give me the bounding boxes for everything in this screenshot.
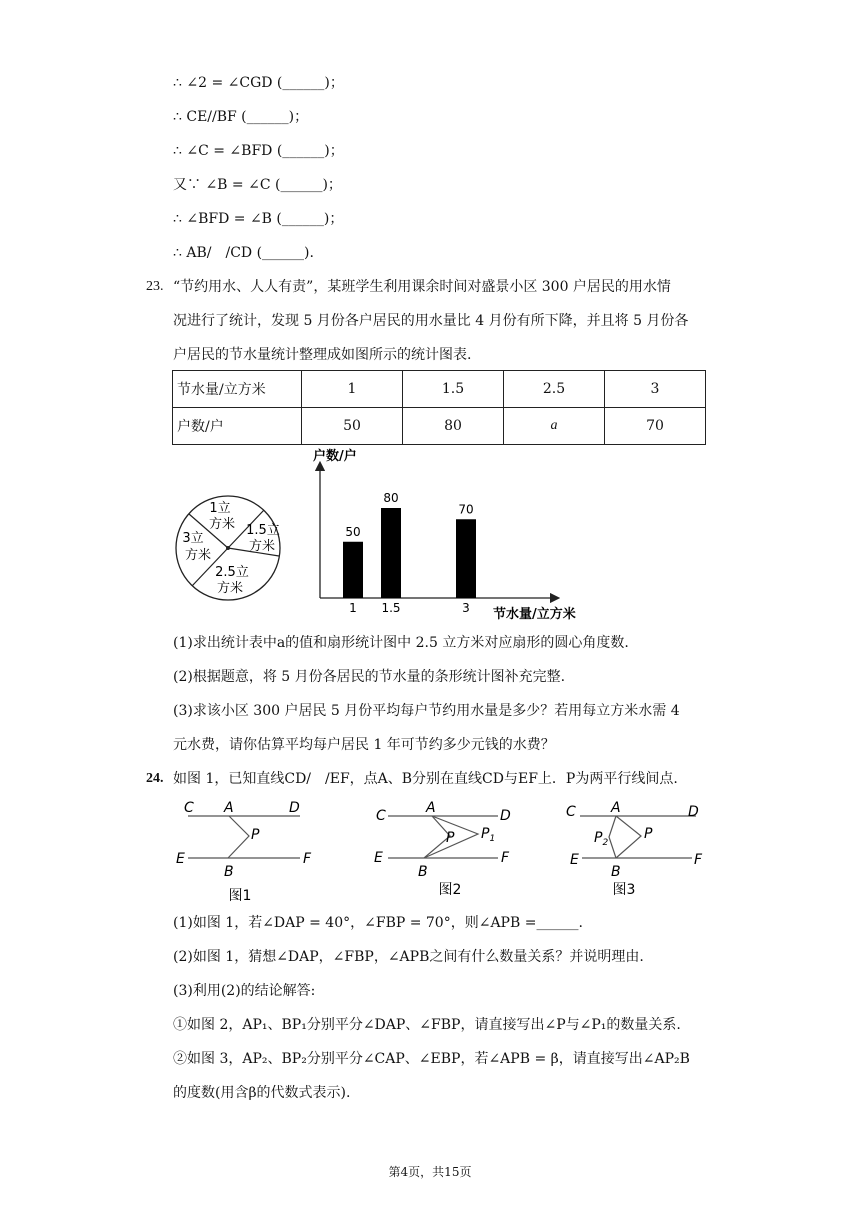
proof-line-5: ∴ ∠BFD = ∠B (______)；: [173, 211, 344, 227]
table-cell: 80: [403, 408, 504, 445]
question-23-text-3: 户居民的节水量统计整理成如图所示的统计图表.: [173, 347, 472, 363]
proof-line-2: ∴ CE//BF (______)；: [173, 109, 309, 125]
question-24-sub-6: 的度数(用含β的代数式表示).: [173, 1085, 351, 1101]
water-saving-table: [172, 370, 706, 445]
proof-line-3: ∴ ∠C = ∠BFD (______)；: [173, 143, 344, 159]
pie-label-1: 1立: [209, 501, 231, 516]
pie-label-3: 3立: [182, 531, 204, 546]
pie-label-3: 方米: [184, 548, 212, 563]
x-tick-label: 1: [349, 601, 357, 615]
question-23-sub-1: (1)求出统计表中a的值和扇形统计图中 2.5 立方米对应扇形的圆心角度数.: [173, 635, 629, 651]
bar-data-label: 70: [458, 502, 474, 517]
table-row: [173, 408, 706, 445]
question-23-sub-3: (3)求该小区 300 户居民 5 月份平均每户节约用水量是多少？若用每立方米水需 4: [173, 703, 680, 719]
question-24-sub-2: (2)如图 1，猜想∠DAP，∠FBP，∠APB之间有什么数量关系？并说明理由.: [173, 949, 644, 965]
label-b: B: [224, 864, 234, 880]
segment-apb: [228, 816, 249, 858]
bar-chart: [305, 444, 605, 622]
proof-line-4: 又∵ ∠B = ∠C (______)；: [173, 177, 342, 193]
label-d: D: [688, 804, 699, 820]
table-header-households: 户数/户: [173, 408, 302, 445]
label-c: C: [566, 804, 576, 820]
label-p: P: [251, 827, 260, 843]
label-d: D: [289, 800, 300, 816]
label-c: C: [184, 800, 194, 816]
segment-ap2b: [609, 816, 616, 858]
question-23-sub-4: 元水费，请你估算平均每户居民 1 年可节约多少元钱的水费？: [173, 737, 555, 753]
page-footer: 第4页，共15页: [388, 1165, 472, 1179]
figure-1-caption: 图1: [228, 888, 252, 904]
label-c: C: [376, 808, 386, 824]
pie-label-1-5: 1.5立: [246, 523, 280, 538]
question-24-sub-5: ②如图 3，AP₂、BP₂分别平分∠CAP、∠EBP，若∠APB = β，请直接写出∠AP₂B: [173, 1051, 690, 1067]
question-24-text: 如图 1，已知直线CD/ /EF，点A、B分别在直线CD与EF上．P为两平行线间点.: [173, 771, 678, 787]
y-axis-label: 户数/户: [313, 449, 357, 464]
pie-chart: [170, 488, 290, 608]
proof-line-1: ∴ ∠2 = ∠CGD (______)；: [173, 75, 344, 91]
x-axis-label: 节水量/立方米: [493, 607, 576, 622]
label-a: A: [224, 800, 234, 816]
segment-apb: [616, 816, 641, 858]
table-cell: 50: [302, 408, 403, 445]
question-23-sub-2: (2)根据题意，将 5 月份各居民的节水量的条形统计图补充完整.: [173, 669, 566, 685]
label-e: E: [374, 850, 383, 866]
figure-1: [172, 796, 322, 906]
figure-2: [370, 796, 520, 906]
label-d: D: [500, 808, 511, 824]
bar-1: [343, 542, 363, 598]
label-b: B: [418, 864, 428, 880]
table-cell: 70: [605, 408, 706, 445]
question-24-sub-4: ①如图 2，AP₁、BP₁分别平分∠DAP、∠FBP，请直接写出∠P与∠P₁的数量关系.: [173, 1017, 681, 1033]
label-p2: $P_2$: [594, 830, 609, 848]
bar-3: [456, 519, 476, 598]
table-cell: 1: [302, 371, 403, 408]
label-a: A: [426, 800, 436, 816]
label-a: A: [611, 800, 621, 816]
label-f: F: [694, 852, 703, 868]
pie-center: [226, 546, 230, 550]
figure-2-caption: 图2: [438, 882, 462, 898]
table-row: [173, 371, 706, 408]
label-f: F: [501, 850, 510, 866]
pie-label-1-5: 方米: [248, 539, 276, 554]
question-23-number: 23.: [146, 279, 164, 294]
question-23-text-2: 况进行了统计，发现 5 月份各户居民的用水量比 4 月份有所下降，并且将 5 月份各: [173, 313, 689, 329]
label-p: P: [446, 830, 455, 846]
label-e: E: [570, 852, 579, 868]
figure-3-caption: 图3: [612, 882, 636, 898]
table-cell: 2.5: [504, 371, 605, 408]
table-cell-unknown-a: a: [504, 408, 605, 445]
label-b: B: [611, 864, 621, 880]
label-p1: $P_1$: [481, 826, 496, 844]
pie-label-2-5: 2.5立: [215, 565, 249, 580]
bar-data-label: 80: [383, 491, 399, 505]
question-24-sub-1: (1)如图 1，若∠DAP = 40°，∠FBP = 70°，则∠APB =______.: [173, 915, 583, 931]
x-tick-label: 1.5: [381, 601, 401, 615]
pie-label-2-5: 方米: [216, 581, 244, 596]
figure-3: [564, 796, 714, 906]
x-tick-label: 3: [462, 601, 470, 615]
pie-label-1: 方米: [208, 517, 236, 532]
bar-1-5: [381, 508, 401, 598]
label-p: P: [644, 826, 653, 842]
proof-line-6: ∴ AB/ /CD (______).: [173, 245, 314, 261]
table-header-saving: 节水量/立方米: [173, 371, 302, 408]
question-23-text-1: “节约用水、人人有责”，某班学生利用课余时间对盛景小区 300 户居民的用水情: [173, 279, 671, 295]
label-f: F: [303, 851, 312, 867]
question-24-sub-3: (3)利用(2)的结论解答:: [173, 983, 316, 999]
bar-data-label: 50: [345, 524, 361, 539]
question-24-number: 24.: [146, 771, 164, 786]
label-e: E: [176, 851, 185, 867]
table-cell: 1.5: [403, 371, 504, 408]
table-cell: 3: [605, 371, 706, 408]
